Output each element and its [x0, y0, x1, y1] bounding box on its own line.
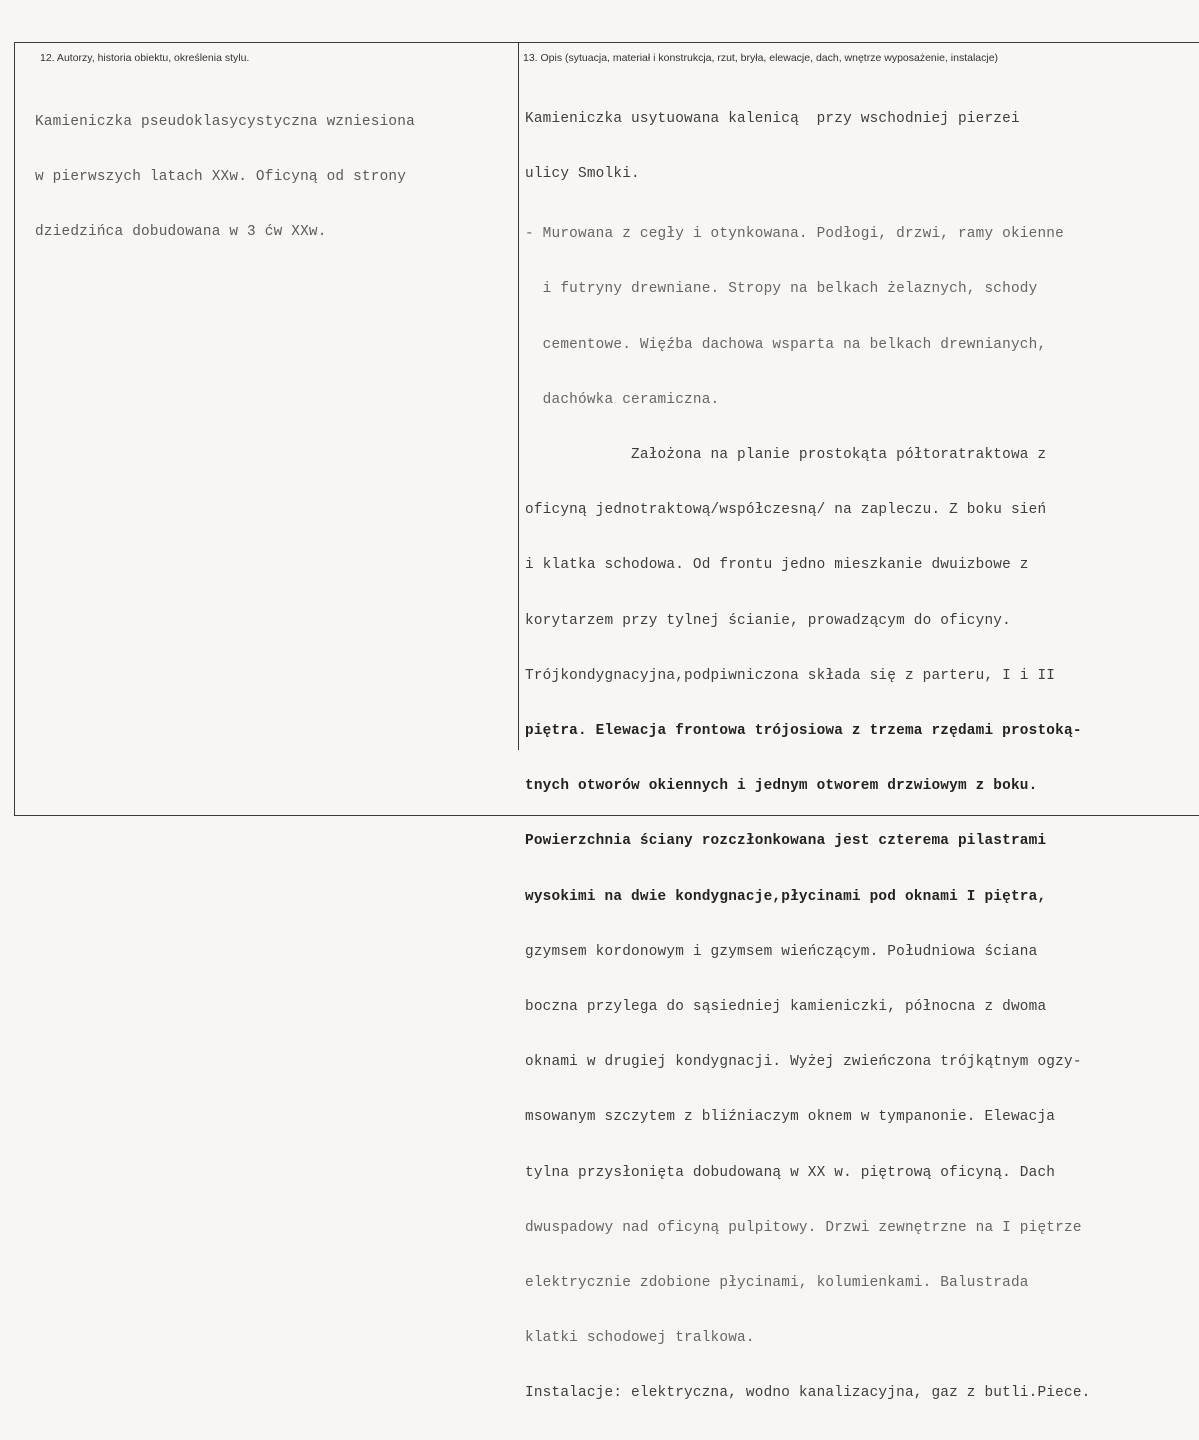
- section-13-line: oknami w drugiej kondygnacji. Wyżej zwieńczona trójkątnym ogzy-: [525, 1054, 1082, 1071]
- section-13-line: dachówka ceramiczna.: [525, 391, 720, 408]
- section-13-line: Instalacje: elektryczna, wodno kanalizacyjna, gaz z butli.Piece.: [525, 1385, 1091, 1402]
- section-13-line: i futryny drewniane. Stropy na belkach żelaznych, schody: [525, 281, 1038, 298]
- section-13-line: Założona na planie prostokąta półtoratraktowa z: [525, 447, 1047, 464]
- section-13-line: - Murowana z cegły i otynkowana. Podłogi, drzwi, ramy okienne: [525, 226, 1064, 243]
- section-13-line: gzymsem kordonowym i gzymsem wieńczącym. Południowa ściana: [525, 943, 1038, 960]
- section-12-line: dziedzińca dobudowana w 3 ćw XXw.: [35, 224, 327, 241]
- section-13-header: 13. Opis (sytuacja, materiał i konstrukcja, rzut, bryła, elewacje, dach, wnętrze wyposażenie, instalacje): [523, 52, 999, 64]
- section-12-line: Kamieniczka pseudoklasycystyczna wzniesiona: [35, 113, 415, 130]
- section-12-line: w pierwszych latach XXw. Oficyną od strony: [35, 169, 407, 186]
- section-13-line: oficyną jednotraktową/współczesną/ na zapleczu. Z boku sień: [525, 502, 1047, 519]
- section-12-header: 12. Autorzy, historia obiektu, określenia stylu.: [40, 52, 250, 64]
- section-13-line: wysokimi na dwie kondygnacje,płycinami pod oknami I piętra,: [525, 888, 1047, 905]
- section-13-line: Kamieniczka usytuowana kalenicą przy wschodniej pierzei: [525, 110, 1020, 127]
- section-13-line: dwuspadowy nad oficyną pulpitowy. Drzwi zewnętrzne na I piętrze: [525, 1219, 1082, 1236]
- section-13-line: tnych otworów okiennych i jednym otworem drzwiowym z boku.: [525, 778, 1038, 795]
- section-13-line: ulicy Smolki.: [525, 166, 640, 183]
- section-13-line: boczna przylega do sąsiedniej kamieniczki, północna z dwoma: [525, 999, 1047, 1016]
- section-13-line: korytarzem przy tylnej ścianie, prowadzącym do oficyny.: [525, 612, 1011, 629]
- section-12-text: [35, 76, 415, 278]
- section-13-line: Powierzchnia ściany rozczłonkowana jest czterema pilastrami: [525, 833, 1047, 850]
- section-13-line: piętra. Elewacja frontowa trójosiowa z trzema rzędami prostoką-: [525, 723, 1082, 740]
- frame-left-line: [14, 42, 15, 815]
- frame-top-line: [14, 42, 1199, 43]
- section-13-line: msowanym szczytem z bliźniaczym oknem w tympanonie. Elewacja: [525, 1109, 1056, 1126]
- section-13-line: elektrycznie zdobione płycinami, kolumienkami. Balustrada: [525, 1275, 1029, 1292]
- section-13-line: cementowe. Więźba dachowa wsparta na belkach drewnianych,: [525, 336, 1047, 353]
- section-13-line: klatki schodowej tralkowa.: [525, 1330, 755, 1347]
- section-13-text: [525, 73, 1091, 1440]
- section-13-line: i klatka schodowa. Od frontu jedno mieszkanie dwuizbowe z: [525, 557, 1029, 574]
- section-13-line: tylna przysłonięta dobudowaną w XX w. piętrową oficyną. Dach: [525, 1164, 1056, 1181]
- section-13-line: Trójkondygnacyjna,podpiwniczona składa się z parteru, I i II: [525, 667, 1056, 684]
- column-divider: [518, 42, 519, 750]
